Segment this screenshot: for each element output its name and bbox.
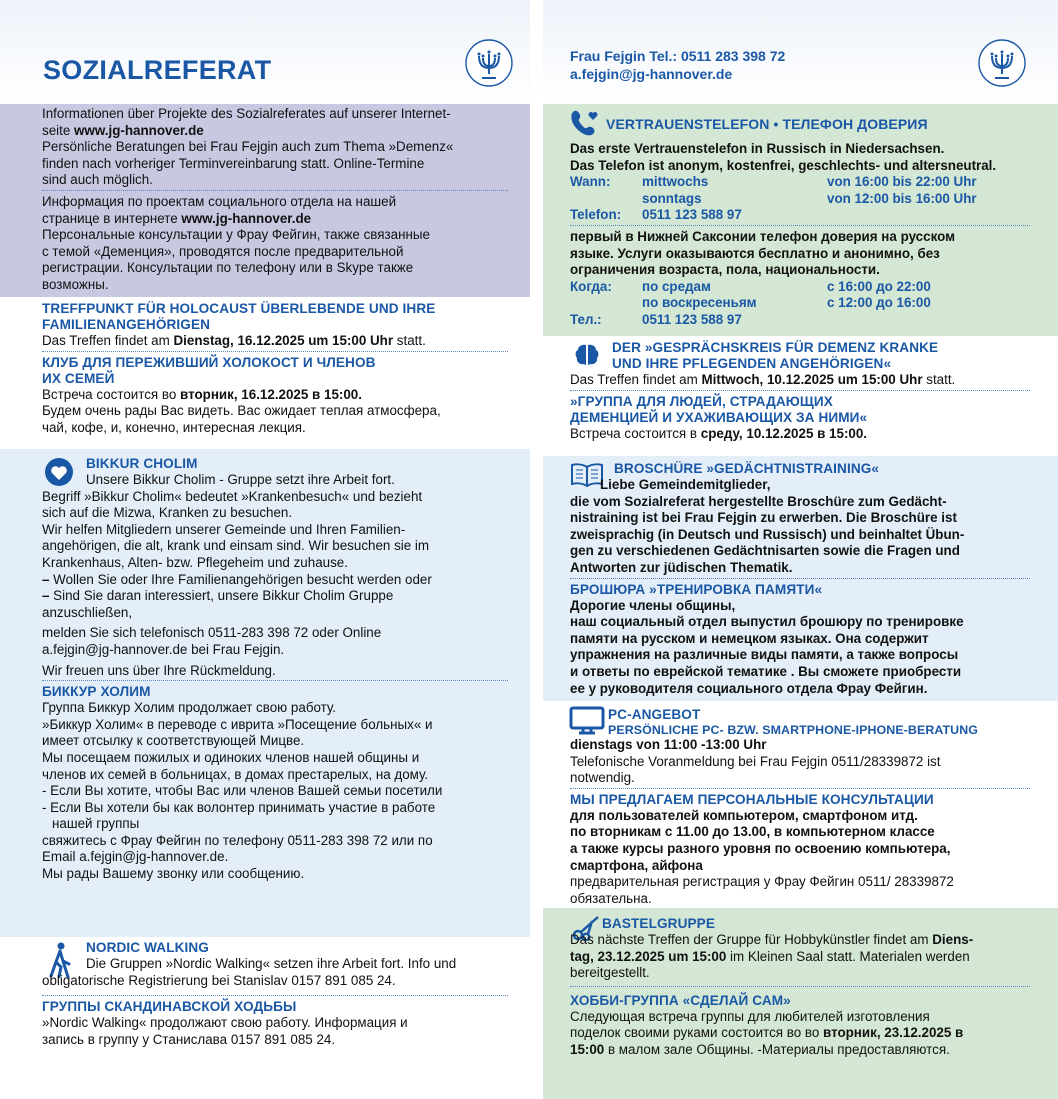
text: в малом зале Общины. -Материалы предоставляются. — [604, 1041, 950, 1057]
menorah-logo-icon — [464, 38, 514, 88]
right-column — [543, 0, 1058, 1099]
date-text: tag, 23.12.2025 um 15:00 — [570, 948, 727, 964]
divider — [570, 986, 1030, 987]
day: mittwochs — [642, 174, 709, 190]
schedule-row — [570, 279, 1030, 296]
info-text: Informationen über Projekte des Sozialreferates auf unserer Internet- — [42, 106, 451, 121]
date-text: Diens- — [932, 932, 974, 947]
section-heading: ДЕМЕНЦИЕЙ И УХАЖИВАЮЩИХ ЗА НИМИ« — [570, 409, 868, 425]
time: с 12:00 до 16:00 — [827, 295, 931, 311]
schedule-row — [570, 207, 1030, 224]
bikkur-cholim-section — [0, 449, 530, 937]
list-item — [42, 588, 508, 605]
date-text: Mittwoch, 10.12.2025 um 15:00 Uhr — [701, 372, 923, 387]
schedule-row — [570, 191, 1030, 208]
divider — [570, 788, 1030, 789]
date-text: вторник, 23.12.2025 в — [823, 1025, 964, 1041]
body-text: Krankenhaus, Alten- bzw. Pflegeheim und zuhause. — [42, 554, 348, 570]
info-text: с темой «Деменция», проводятся после предварительной — [42, 243, 404, 259]
date-text: Dienstag, 16.12.2025 um 15:00 Uhr — [173, 333, 394, 348]
body-text: melden Sie sich telefonisch 0511-283 398 72 oder Online — [42, 625, 382, 641]
body-text: первый в Нижней Саксонии телефон доверия на русском — [570, 228, 956, 244]
text: im Kleinen Saal statt. Materialen werden — [726, 948, 970, 964]
info-text — [42, 123, 508, 140]
menorah-logo-icon — [977, 38, 1027, 88]
body-text: и ответы по еврейской тематике . Вы сможете приобрести — [570, 663, 962, 679]
body-text: смартфона, айфона — [570, 857, 703, 873]
body-text — [570, 949, 1030, 966]
divider — [42, 995, 508, 996]
body-text: предварительная регистрация у Фрау Фейгин 0511/ 28339872 — [570, 874, 954, 890]
text: statt. — [393, 333, 426, 348]
body-text: sich auf die Mizwa, Kranken zu besuchen. — [42, 505, 293, 521]
body-text: Antworten zur jüdischen Thematik. — [570, 559, 793, 575]
body-text: notwendig. — [570, 770, 635, 786]
body-text: свяжитесь с Фрау Фейгин по телефону 0511-283 398 72 или по — [42, 832, 433, 848]
body-text: dienstags von 11:00 -13:00 Uhr — [570, 737, 767, 752]
text: Встреча состоится во — [42, 386, 181, 402]
body-text: Begriff »Bikkur Cholim« bedeutet »Krankenbesuch« und bezieht — [42, 488, 423, 504]
pc-offer-section — [543, 701, 1058, 908]
body-text: Мы посещаем пожилых и одиноких членов нашей общины и — [42, 749, 420, 765]
info-text: Информация по проектам социального отдела на нашей — [42, 193, 397, 209]
trust-phone-section — [543, 104, 1058, 336]
list-item: нашей группы — [52, 816, 140, 832]
body-text: членов их семей в больницах, в домах престарелых, на дому. — [42, 766, 429, 782]
divider — [42, 351, 508, 352]
body-text: Das Telefon ist anonym, kostenfrei, geschlechts- und altersneutral. — [570, 157, 997, 173]
day: по воскресеньям — [642, 295, 757, 311]
section-heading: ХОББИ-ГРУППА «СДЕЛАЙ САМ» — [570, 992, 791, 1008]
section-heading: МЫ ПРЕДЛАГАЕМ ПЕРСОНАЛЬНЫЕ КОНСУЛЬТАЦИИ — [570, 791, 934, 807]
schedule-row — [570, 174, 1030, 191]
info-text: регистрации. Консультации по телефону или в Skype также — [42, 260, 414, 276]
date-text: среду, 10.12.2025 в 15:00. — [700, 425, 868, 441]
section-heading: VERTRAUENSTELEFON • ТЕЛЕФОН ДОВЕРИЯ — [606, 116, 928, 132]
phone-number: 0511 123 588 97 — [642, 311, 742, 327]
body-text: памяти на русском и немецком языках. Она содержит — [570, 630, 929, 646]
time: von 12:00 bis 16:00 Uhr — [827, 190, 977, 206]
bullet: – — [42, 588, 54, 604]
meeting-text — [570, 426, 1030, 443]
section-heading: ИХ СЕМЕЙ — [42, 370, 115, 386]
time: von 16:00 bis 22:00 Uhr — [827, 174, 977, 190]
body-text: наш социальный отдел выпустил брошюру по тренировке — [570, 614, 964, 630]
text: statt. — [922, 372, 956, 387]
list-item: - Если Вы хотите, чтобы Вас или членов Вашей семьи посетили — [42, 783, 443, 799]
info-text: sind auch möglich. — [42, 172, 153, 188]
body-text: Das erste Vertrauenstelefon in Russisch in Niedersachsen. — [570, 141, 945, 156]
section-heading: BIKKUR CHOLIM — [86, 456, 198, 471]
email-text: a.fejgin@jg-hannover.de bei Frau Fejgin. — [42, 641, 285, 657]
section-heading: КЛУБ ДЛЯ ПЕРЕЖИВШИЙ ХОЛОКОСТ И ЧЛЕНОВ — [42, 354, 376, 370]
text: Sind Sie daran interessiert, unsere Bikkur Cholim Gruppe — [53, 588, 394, 604]
body-text: Unsere Bikkur Cholim - Gruppe setzt ihre Arbeit fort. — [86, 472, 395, 487]
body-text: ограничения возраста, пола, национальности. — [570, 262, 880, 278]
meeting-text — [42, 333, 508, 350]
text: Das nächste Treffen der Gruppe für Hobbykünstler findet am — [570, 932, 933, 947]
info-box — [0, 104, 530, 297]
date-text: 15:00 — [570, 1041, 605, 1057]
time: с 16:00 до 22:00 — [827, 278, 931, 294]
meeting-text — [570, 372, 1030, 389]
label: Тел.: — [570, 311, 602, 327]
body-text: а также курсы разного уровня по освоению компьютера, — [570, 840, 951, 856]
dementia-section — [543, 336, 1058, 456]
brochure-section — [543, 456, 1058, 701]
schedule-row — [570, 295, 1030, 312]
section-heading: БРОШЮРА »ТРЕНИРОВКА ПАМЯТИ« — [570, 581, 823, 597]
body-text: обязательна. — [570, 890, 652, 906]
body-text: »Nordic Walking« продолжают свою работу. Информация и — [42, 1015, 408, 1031]
text: Das Treffen findet am — [570, 372, 702, 387]
info-text: Persönliche Beratungen bei Frau Fejgin auch zum Thema »Demenz« — [42, 139, 454, 155]
section-subheading: PERSÖNLICHE PC- BZW. SMARTPHONE-IPHONE-BERATUNG — [608, 723, 978, 737]
meeting-text — [42, 387, 508, 404]
list-item: - Если Вы хотели бы как волонтер принимать участие в работе — [42, 799, 436, 815]
body-text: nistraining ist bei Frau Fejgin zu erwerben. Die Broschüre ist — [570, 510, 957, 526]
body-text: Следующая встреча группы для любителей изготовления — [570, 1008, 930, 1024]
body-text: angehörigen, die alt, krank und einsam sind. Wir besuchen sie im — [42, 538, 430, 554]
text: поделок своими руками состоится во во — [570, 1025, 824, 1041]
divider — [42, 190, 508, 191]
section-heading: BROSCHÜRE »GEDÄCHTNISTRAINING« — [614, 461, 880, 476]
craft-group-section — [543, 908, 1058, 1099]
body-text: Liebe Gemeindemitglieder, — [600, 477, 771, 492]
body-text: имеет отсылку к соответствующей Мицве. — [42, 733, 305, 749]
nordic-walking-section — [0, 937, 530, 1099]
website-link[interactable]: www.jg-hannover.de — [181, 210, 312, 226]
body-text: »Биккур Холим« в переводе с иврита »Посещение больных« и — [42, 716, 433, 732]
info-text: Персональные консультации у Фрау Фейгин, также связанные — [42, 227, 430, 243]
label — [570, 191, 642, 208]
body-text: запись в группу у Станислава 0157 891 085 24. — [42, 1031, 336, 1047]
list-item — [42, 572, 508, 589]
body-text — [570, 1042, 1030, 1059]
day: по средам — [642, 278, 711, 294]
divider — [570, 390, 1030, 391]
text: Das Treffen findet am — [42, 333, 174, 348]
section-heading: NORDIC WALKING — [86, 940, 209, 955]
label: Telefon: — [570, 207, 622, 223]
body-text: Wir helfen Mitgliedern unserer Gemeinde und Ihren Familien- — [42, 521, 406, 537]
divider — [42, 680, 508, 681]
left-header — [0, 0, 530, 104]
section-heading: FAMILIENANGEHÖRIGEN — [42, 317, 211, 332]
email-text: Email a.fejgin@jg-hannover.de. — [42, 849, 229, 865]
phone-number: 0511 123 588 97 — [642, 207, 742, 223]
label — [570, 295, 642, 312]
body-text: для пользователей компьютером, смартфоном итд. — [570, 807, 918, 823]
info-text: finden nach vorheriger Terminvereinbarung statt. Online-Termine — [42, 155, 425, 171]
divider — [570, 225, 1030, 226]
text: Встреча состоится в — [570, 425, 701, 441]
section-heading: »ГРУППА ДЛЯ ЛЮДЕЙ, СТРАДАЮЩИХ — [570, 393, 833, 409]
section-heading: TREFFPUNKT FÜR HOLOCAUST ÜBERLEBENDE UND IHRE — [42, 301, 436, 316]
body-text: упражнения на различные виды памяти, а также вопросы — [570, 647, 959, 663]
section-heading: DER »GESPRÄCHSKREIS FÜR DEMENZ KRANKE — [612, 340, 939, 355]
website-link[interactable]: www.jg-hannover.de — [74, 122, 204, 138]
body-text: Группа Биккур Холим продолжает свою работу. — [42, 700, 336, 716]
info-text: seite — [42, 122, 75, 138]
body-text: obligatorische Registrierung bei Stanislav 0157 891 085 24. — [42, 972, 396, 988]
info-text: странице в интернете — [42, 210, 182, 226]
info-text — [42, 211, 508, 228]
body-text — [570, 1025, 1030, 1042]
body-text: Будем очень рады Вас видеть. Вас ожидает теплая атмосфера, — [42, 403, 441, 419]
schedule-row — [570, 312, 1030, 329]
divider — [570, 578, 1030, 579]
body-text — [570, 932, 1030, 949]
body-text: die vom Sozialreferat hergestellte Broschüre zum Gedächt- — [570, 493, 947, 509]
label: Когда: — [570, 278, 612, 294]
contact-email[interactable]: a.fejgin@jg-hannover.de — [570, 66, 733, 82]
body-text: Мы рады Вашему звонку или сообщению. — [42, 866, 305, 882]
body-text: по вторникам с 11.00 до 13.00, в компьютерном классе — [570, 824, 935, 840]
date-text: вторник, 16.12.2025 в 15:00. — [180, 386, 362, 402]
holocaust-section — [0, 299, 530, 449]
contact-phone: Frau Fejgin Tel.: 0511 283 398 72 — [570, 48, 786, 64]
bullet: – — [42, 571, 54, 587]
section-heading: БИККУР ХОЛИМ — [42, 684, 151, 700]
body-text: Telefonische Voranmeldung bei Frau Fejgin 0511/28339872 ist — [570, 753, 941, 769]
body-text: языке. Услуги оказываются бесплатно и анонимно, без — [570, 245, 940, 261]
body-text: ее у руководителя социального отдела Фрау Фейгин. — [570, 680, 928, 696]
body-text: gen zu verschiedenen Gedächtnisarten sowie die Fragen und — [570, 543, 960, 559]
label: Wann: — [570, 174, 611, 190]
section-heading: BASTELGRUPPE — [602, 916, 715, 931]
text: Wollen Sie oder Ihre Familienangehörigen besucht werden oder — [53, 571, 432, 587]
page-title: SOZIALREFERAT — [43, 55, 272, 85]
body-text: Die Gruppen »Nordic Walking« setzen ihre Arbeit fort. Info und — [86, 956, 457, 971]
body-text: чай, кофе, и, конечно, интересная лекция. — [42, 419, 306, 435]
contact-block — [570, 47, 785, 83]
body-text: Wir freuen uns über Ihre Rückmeldung. — [42, 662, 276, 678]
body-text: zweisprachig (in Deutsch und Russisch) und beinhaltet Übun- — [570, 526, 965, 542]
section-heading: ГРУППЫ СКАНДИНАВСКОЙ ХОДЬБЫ — [42, 999, 297, 1015]
section-heading: PC-ANGEBOT — [608, 707, 701, 722]
body-text: anzuschließen, — [42, 604, 133, 620]
body-text: Дорогие члены общины, — [570, 597, 736, 613]
section-heading: UND IHRE PFLEGENDEN ANGEHÖRIGEN« — [612, 356, 892, 371]
info-text: возможны. — [42, 276, 109, 292]
body-text: bereitgestellt. — [570, 965, 650, 981]
day: sonntags — [642, 190, 702, 206]
